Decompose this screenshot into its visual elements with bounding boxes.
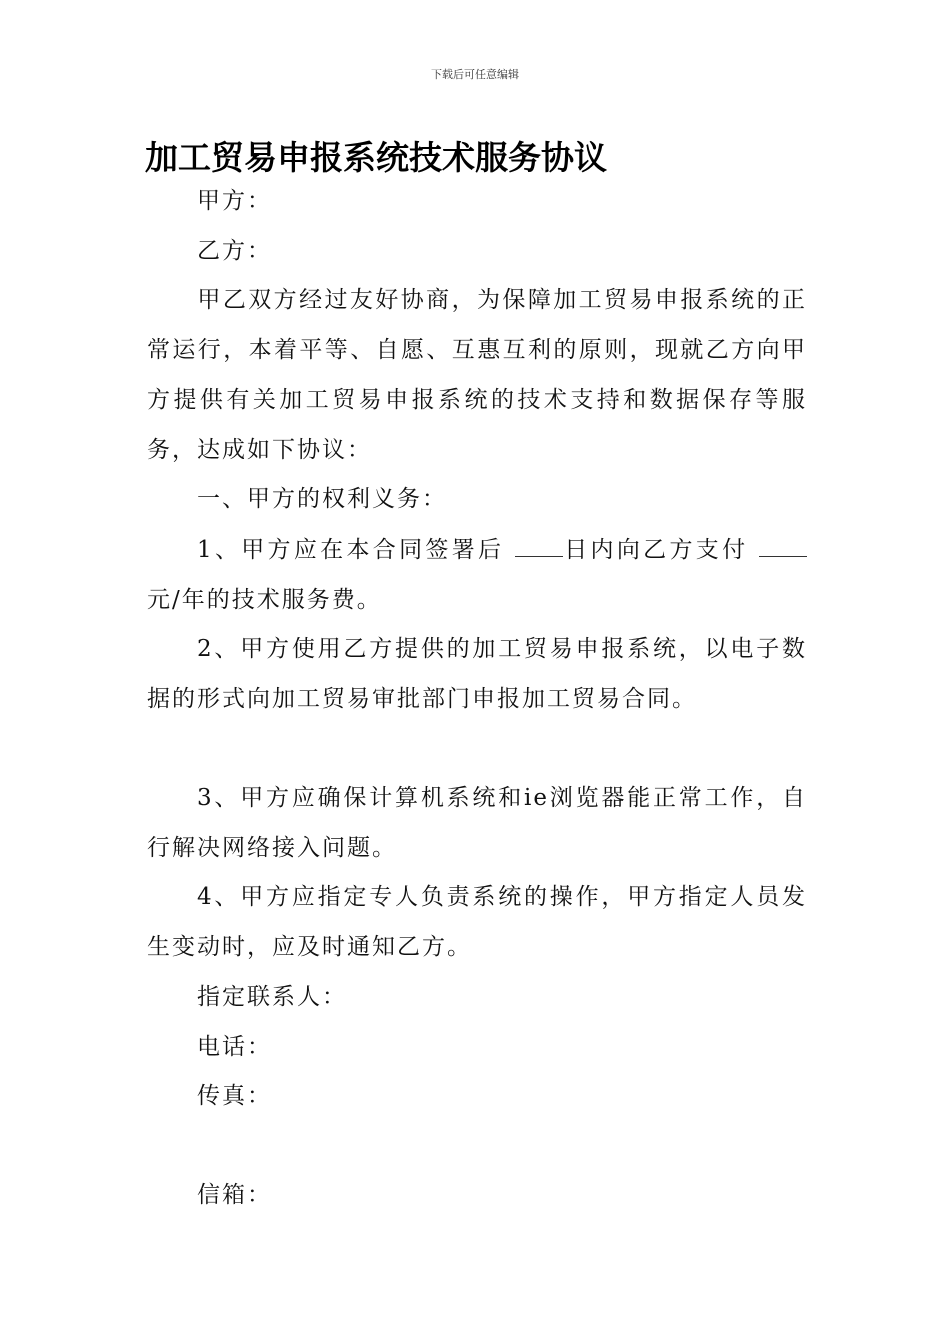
item-3-paragraph bbox=[147, 773, 807, 873]
intro-text: 甲乙双方经过友好协商，为保障加工贸易申报系统的正常运行，本着平等、自愿、互惠互利的原则，现就乙方向甲方提供有关加工贸易申报系统的技术支持和数据保存等服务，达成如下协议： bbox=[147, 287, 807, 463]
phone-line bbox=[147, 1022, 807, 1072]
item-2-paragraph bbox=[147, 624, 807, 724]
party-b-line bbox=[147, 226, 807, 276]
party-a-line bbox=[147, 176, 807, 226]
contact-person-label: 指定联系人： bbox=[197, 984, 347, 1010]
phone-label: 电话： bbox=[197, 1034, 272, 1060]
days-blank[interactable] bbox=[515, 536, 563, 557]
intro-paragraph bbox=[147, 275, 807, 475]
item-4-paragraph bbox=[147, 872, 807, 972]
mailbox-label: 信箱： bbox=[197, 1182, 272, 1208]
document-title: 加工贸易申报系统技术服务协议 bbox=[145, 138, 607, 177]
fee-blank[interactable] bbox=[759, 536, 807, 557]
item-3-text: 3、甲方应确保计算机系统和ie浏览器能正常工作，自行解决网络接入问题。 bbox=[147, 785, 807, 861]
section1-heading-text: 一、甲方的权利义务： bbox=[197, 486, 447, 512]
item-1-part2: 日内向乙方支付 bbox=[562, 537, 749, 563]
contact-person-line bbox=[147, 972, 807, 1022]
header-note: 下载后可任意编辑 bbox=[431, 68, 519, 81]
item-1-part3: 元/年的技术服务费。 bbox=[147, 587, 382, 613]
mailbox-line bbox=[147, 1170, 807, 1220]
party-b-label: 乙方： bbox=[197, 238, 272, 264]
section1-heading bbox=[147, 474, 807, 524]
item-4-text: 4、甲方应指定专人负责系统的操作，甲方指定人员发生变动时，应及时通知乙方。 bbox=[147, 884, 807, 960]
item-1-part1: 1、甲方应在本合同签署后 bbox=[197, 537, 505, 563]
party-a-label: 甲方： bbox=[197, 188, 272, 214]
fax-label: 传真： bbox=[197, 1083, 272, 1109]
item-2-text: 2、甲方使用乙方提供的加工贸易申报系统，以电子数据的形式向加工贸易审批部门申报加工贸易合同。 bbox=[147, 636, 807, 712]
item-1-paragraph bbox=[147, 525, 807, 625]
fax-line bbox=[147, 1071, 807, 1121]
